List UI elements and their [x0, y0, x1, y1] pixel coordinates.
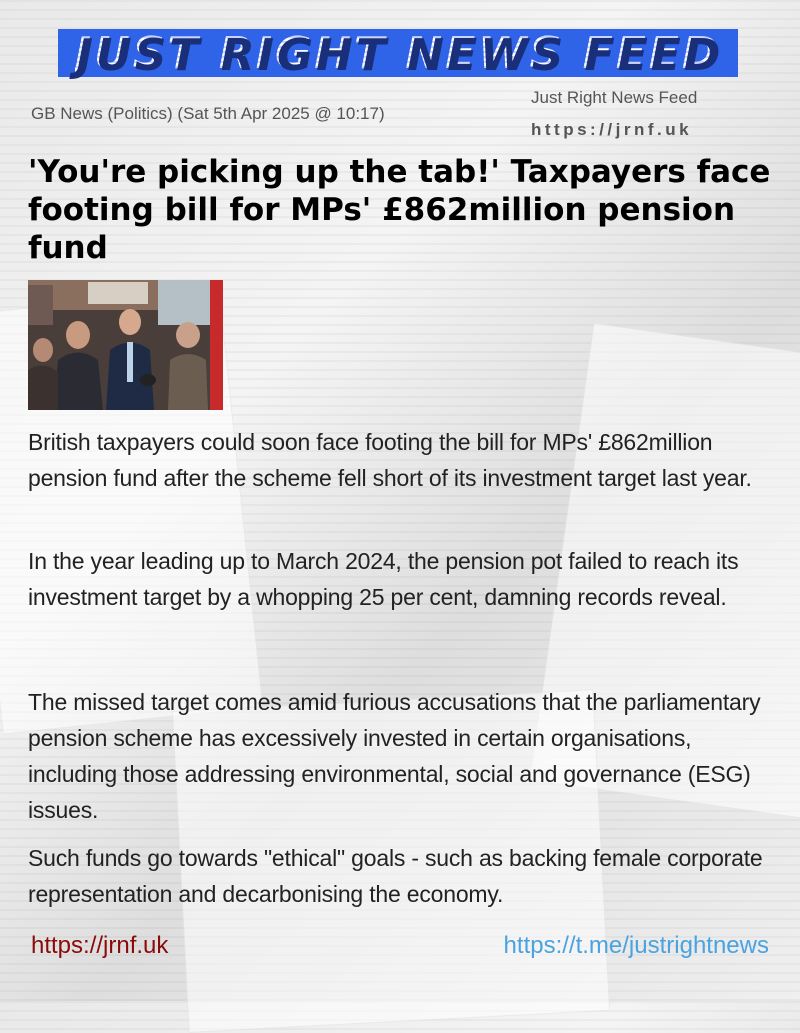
article-paragraph: Such funds go towards "ethical" goals - such as backing female corporate representation and decarbonising the economy.: [28, 845, 763, 907]
banner-title: JUST RIGHT NEWS FEED: [74, 27, 722, 79]
crowd-photo-icon: [28, 280, 223, 410]
article-photo: [28, 280, 223, 410]
site-banner: [58, 29, 738, 77]
footer-site-link[interactable]: https://jrnf.uk: [31, 932, 169, 959]
site-url[interactable]: https://jrnf.uk: [531, 120, 693, 139]
article-paragraph: British taxpayers could soon face footing the bill for MPs' £862million pension fund after the scheme fell short of its investment target last year.: [28, 429, 752, 491]
article-paragraph: In the year leading up to March 2024, the pension pot failed to reach its investment target by a whopping 25 per cent, damning records reveal.: [28, 548, 739, 610]
article-headline: 'You're picking up the tab!' Taxpayers face footing bill for MPs' £862million pension fund: [28, 154, 771, 266]
site-name: Just Right News Feed: [531, 88, 698, 107]
article-source: GB News (Politics) (Sat 5th Apr 2025 @ 10:17): [31, 104, 385, 123]
article-paragraph: The missed target comes amid furious accusations that the parliamentary pension scheme has excessively invested in certain organisations, including those addressing environmental, social and governance (ESG) issues.: [28, 689, 761, 823]
footer-telegram-link[interactable]: https://t.me/justrightnews: [503, 932, 769, 959]
